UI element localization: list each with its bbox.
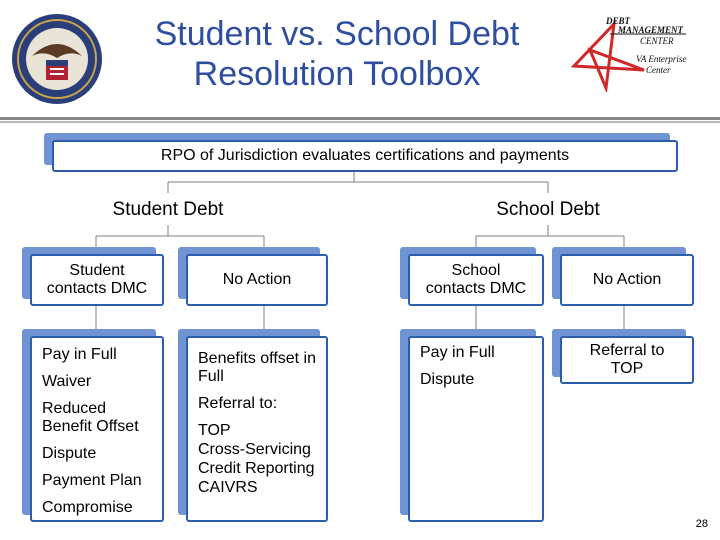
student-contacts-line-1: Student	[69, 262, 125, 279]
logo-text-1: DEBT	[606, 16, 631, 26]
referral-label: Referral to:	[198, 395, 278, 412]
student-contacts-line-2: contacts DMC	[46, 280, 148, 297]
student-options-box	[30, 336, 164, 522]
school-referral-line-1: Referral to	[589, 342, 665, 359]
page-number: 28	[695, 518, 708, 530]
student-debt-header	[84, 195, 252, 225]
school-no-action-box	[560, 254, 694, 306]
school-referral-line-2: TOP	[610, 360, 644, 377]
student-option: Reduced Benefit Offset	[42, 400, 139, 435]
student-contacts-box	[30, 254, 164, 306]
student-no-action-results-box	[186, 336, 328, 522]
school-contacts-box	[408, 254, 544, 306]
school-debt-label: School Debt	[496, 199, 600, 220]
school-contacts-line-2: contacts DMC	[425, 280, 527, 297]
referral-item: TOP	[198, 422, 231, 439]
student-option: Waiver	[42, 373, 92, 390]
student-debt-label: Student Debt	[112, 199, 224, 220]
logo-text-4: VA Enterprise	[636, 54, 687, 64]
root-text: RPO of Jurisdiction evaluates certifications and payments	[160, 147, 570, 164]
title-line-2: Resolution Toolbox	[193, 55, 481, 93]
student-option: Compromise	[42, 499, 133, 516]
school-no-action-label: No Action	[592, 271, 662, 288]
referral-item: CAIVRS	[198, 479, 258, 496]
logo-text-5: Center	[646, 65, 671, 75]
school-contacts-line-1: School	[451, 262, 501, 279]
school-referral-box	[560, 336, 694, 384]
student-no-action-label: No Action	[222, 271, 292, 288]
student-option: Payment Plan	[42, 472, 142, 489]
logo-text-2: MANAGEMENT	[618, 25, 684, 35]
student-no-action-box	[186, 254, 328, 306]
student-option: Pay in Full	[42, 346, 117, 363]
logo-text-3: CENTER	[640, 36, 674, 46]
school-option: Pay in Full	[420, 344, 495, 361]
offset-result: Benefits offset in Full	[198, 350, 316, 385]
referral-item: Cross-Servicing	[198, 441, 311, 458]
student-option: Dispute	[42, 445, 97, 462]
root-box	[52, 140, 678, 172]
title-line-1: Student vs. School Debt	[154, 15, 520, 53]
school-debt-header	[470, 195, 626, 225]
school-option: Dispute	[420, 371, 475, 388]
school-options-box	[408, 336, 544, 522]
referral-item: Credit Reporting	[198, 460, 315, 477]
